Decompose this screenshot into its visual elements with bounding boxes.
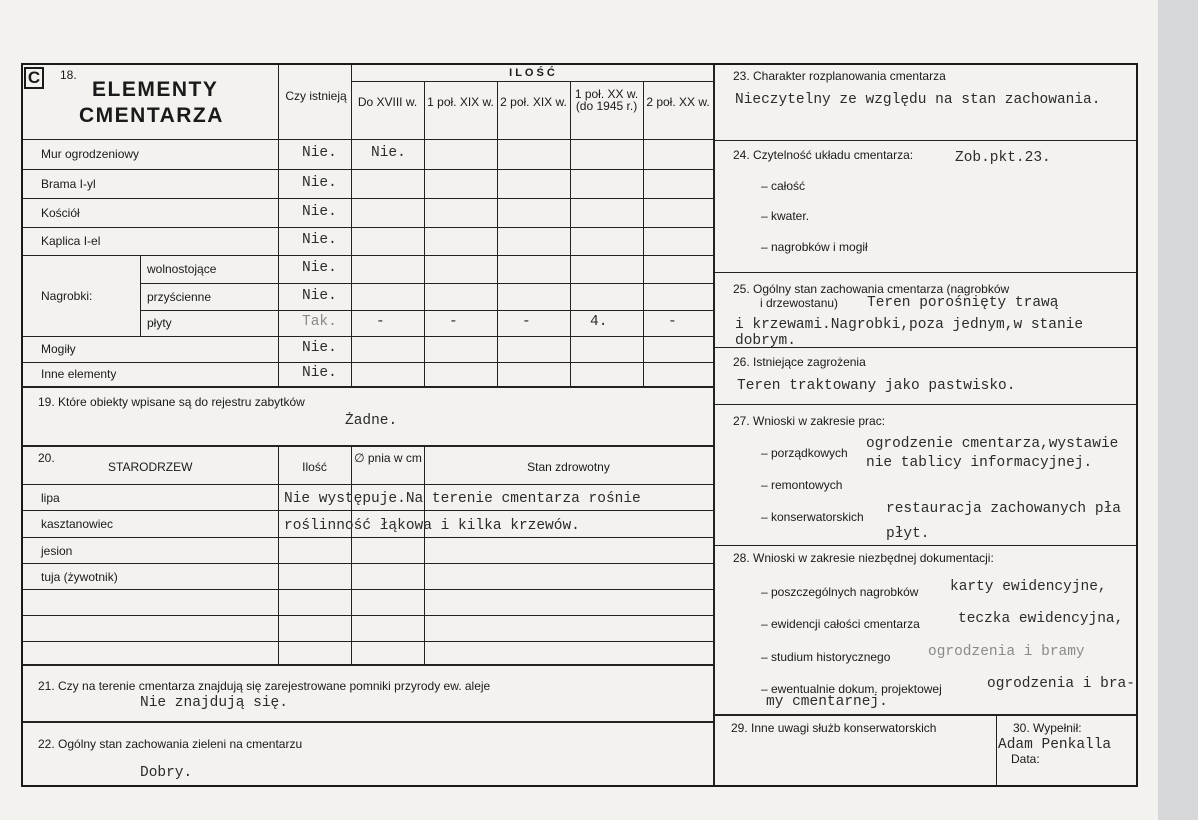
q30-label: 30. Wypełnił: [1013,721,1082,735]
rule [23,198,713,199]
rule [351,65,352,386]
q29-label: 29. Inne uwagi służb konserwatorskich [731,721,937,735]
tree-row-label: kasztanowiec [41,517,114,531]
date-label: Data: [1011,752,1040,766]
section-title-line2: CMENTARZA [79,104,224,127]
q21-answer: Nie znajdują się. [140,695,288,711]
q26-label: 26. Istniejące zagrożenia [733,355,866,369]
trees-note-line2: roślinność łąkowa i kilka krzewów. [284,518,580,534]
rule [715,140,1136,141]
rule [23,139,713,140]
rule [497,81,498,386]
q27-conservation-line2: płyt. [886,526,930,542]
period-header-2: 1 poł. XIX w. [427,95,494,109]
q28-item-label: – ewidencji całości cmentarza [761,617,920,631]
q24-answer: Zob.pkt.23. [955,150,1051,166]
q26-answer: Teren traktowany jako pastwisko. [737,378,1016,394]
rule [996,714,997,785]
trees-note-line1: Nie występuje.Na terenie cmentarza rośnie [284,491,641,507]
period-header-3: 2 poł. XIX w. [500,95,567,109]
q19-answer: Żadne. [345,413,398,429]
tree-quantity-header: Ilość [302,460,327,474]
q25-answer-line3: dobrym. [735,333,796,349]
rule [23,664,713,666]
rule [715,545,1136,546]
q20-number: 20. [38,451,55,465]
q28-item-label: – poszczególnych nagrobków [761,585,919,599]
element-row-label: Mogiły [41,342,76,356]
tree-row-label: jesion [41,544,73,558]
column-divider [713,65,715,785]
section-title-line1: ELEMENTY [92,78,219,101]
scan-margin [1158,0,1198,820]
q25-label-line1: 25. Ogólny stan zachowania cmentarza (nagrobków [733,282,1010,296]
element-row-period-value: 4. [590,314,608,330]
q27-conservation-line1: restauracja zachowanych pła [886,501,1121,517]
tree-row-label: tuja (żywotnik) [41,570,118,584]
tree-row-label: lipa [41,491,60,505]
element-row-label: płyty [147,316,172,330]
q22-label: 22. Ogólny stan zachowania zieleni na cmentarzu [38,737,303,751]
health-status-header: Stan zdrowotny [527,460,610,474]
element-row-label: Mur ogrodzeniowy [41,147,140,161]
element-row-period-value: - [376,314,385,330]
q28-continuation: my cmentarnej. [766,694,888,710]
trunk-diameter-header: ∅ pnia w cm [354,451,422,465]
element-row-period-value: - [522,314,531,330]
q23-answer: Nieczytelny ze względu na stan zachowania. [735,92,1101,108]
q25-answer-line2: i krzewami.Nagrobki,poza jednym,w stanie [735,317,1084,333]
q28-item-answer: karty ewidencyjne, [950,579,1107,595]
q27-label: 27. Wnioski w zakresie prac: [733,414,886,428]
rule [23,227,713,228]
rule [351,447,352,664]
q19-label: 19. Które obiekty wpisane są do rejestru zabytków [38,395,305,409]
element-row-label: Inne elementy [41,367,117,381]
q27-conservation-label: – konserwatorskich [761,510,864,524]
rule [23,484,713,485]
rule [23,510,713,511]
rule [23,169,713,170]
element-row-exists: Nie. [302,204,337,220]
rule [278,447,279,664]
period-header-5: 2 poł. XX w. [646,95,710,109]
q28-item-label: – ewentualnie dokum. projektowej [761,682,942,696]
tombstones-group-label: Nagrobki: [41,289,93,303]
rule [715,404,1136,405]
q24-item-quarters: – kwater. [761,209,810,223]
element-row-label: wolnostojące [147,262,217,276]
q21-label: 21. Czy na terenie cmentarza znajdują się zarejestrowane pomniki przyrody ew. aleje [38,679,491,693]
rule [351,81,713,82]
q22-answer: Dobry. [140,765,193,781]
element-row-label: Brama I-yl [41,177,96,191]
q28-item-answer: teczka ewidencyjna, [958,611,1124,627]
q24-item-graves: – nagrobków i mogił [761,240,868,254]
element-row-exists: Nie. [302,340,337,356]
rule [424,447,425,664]
rule [23,589,713,590]
q27-cleanup-line1: ogrodzenie cmentarza,wystawie [866,436,1119,452]
q24-label: 24. Czytelność układu cmentarza: [733,148,914,162]
element-row-exists: Nie. [302,232,337,248]
q25-label-line2: i drzewostanu) [760,296,839,310]
element-row-exists: Nie. [302,288,337,304]
q28-item-answer: ogrodzenia i bra- [987,676,1135,692]
rule [23,537,713,538]
filled-by-name: Adam Penkalla [998,737,1112,753]
rule [278,65,279,386]
rule [23,362,713,363]
rule [23,641,713,642]
rule [23,386,713,388]
rule [570,81,571,386]
exists-column-header: Czy istnieją [285,89,347,103]
rule [424,81,425,386]
q27-cleanup-label: – porządkowych [761,446,848,460]
element-row-exists: Tak. [302,314,337,330]
q28-item-label: – studium historycznego [761,650,891,664]
rule [140,310,713,311]
q27-repair-label: – remontowych [761,478,843,492]
q23-label: 23. Charakter rozplanowania cmentarza [733,69,946,83]
q27-cleanup-line2: nie tablicy informacyjnej. [866,455,1093,471]
section-number: 18. [60,68,77,82]
element-row-period-value: - [449,314,458,330]
q28-label: 28. Wnioski w zakresie niezbędnej dokumentacji: [733,551,994,565]
rule [140,283,713,284]
rule [23,255,713,256]
q24-item-whole: – całość [761,179,806,193]
q28-item-answer: ogrodzenia i bramy [928,644,1085,660]
element-row-exists: Nie. [302,365,337,381]
rule [23,445,713,447]
rule [140,255,141,336]
rule [23,563,713,564]
element-row-label: Kościół [41,206,80,220]
rule [715,714,1136,716]
element-row-label: Kaplica I-el [41,234,101,248]
rule [23,721,713,723]
rule [23,336,713,337]
rule [643,81,644,386]
q20-title: STARODRZEW [108,460,193,474]
element-row-label: przyścienne [147,290,212,304]
element-row-exists: Nie. [302,145,337,161]
quantity-column-header: I L O Ś Ć [509,67,555,79]
element-row-exists: Nie. [302,175,337,191]
rule [715,272,1136,273]
q25-answer-line1: Teren porośnięty trawą [867,295,1059,311]
element-row-period-value: - [668,314,677,330]
element-row-period-value: Nie. [371,145,406,161]
rule [23,615,713,616]
section-letter-box: C [24,67,44,89]
period-header-1: Do XVIII w. [357,95,418,109]
element-row-exists: Nie. [302,260,337,276]
period-header-4: 1 poł. XX w. (do 1945 r.) [574,87,639,113]
